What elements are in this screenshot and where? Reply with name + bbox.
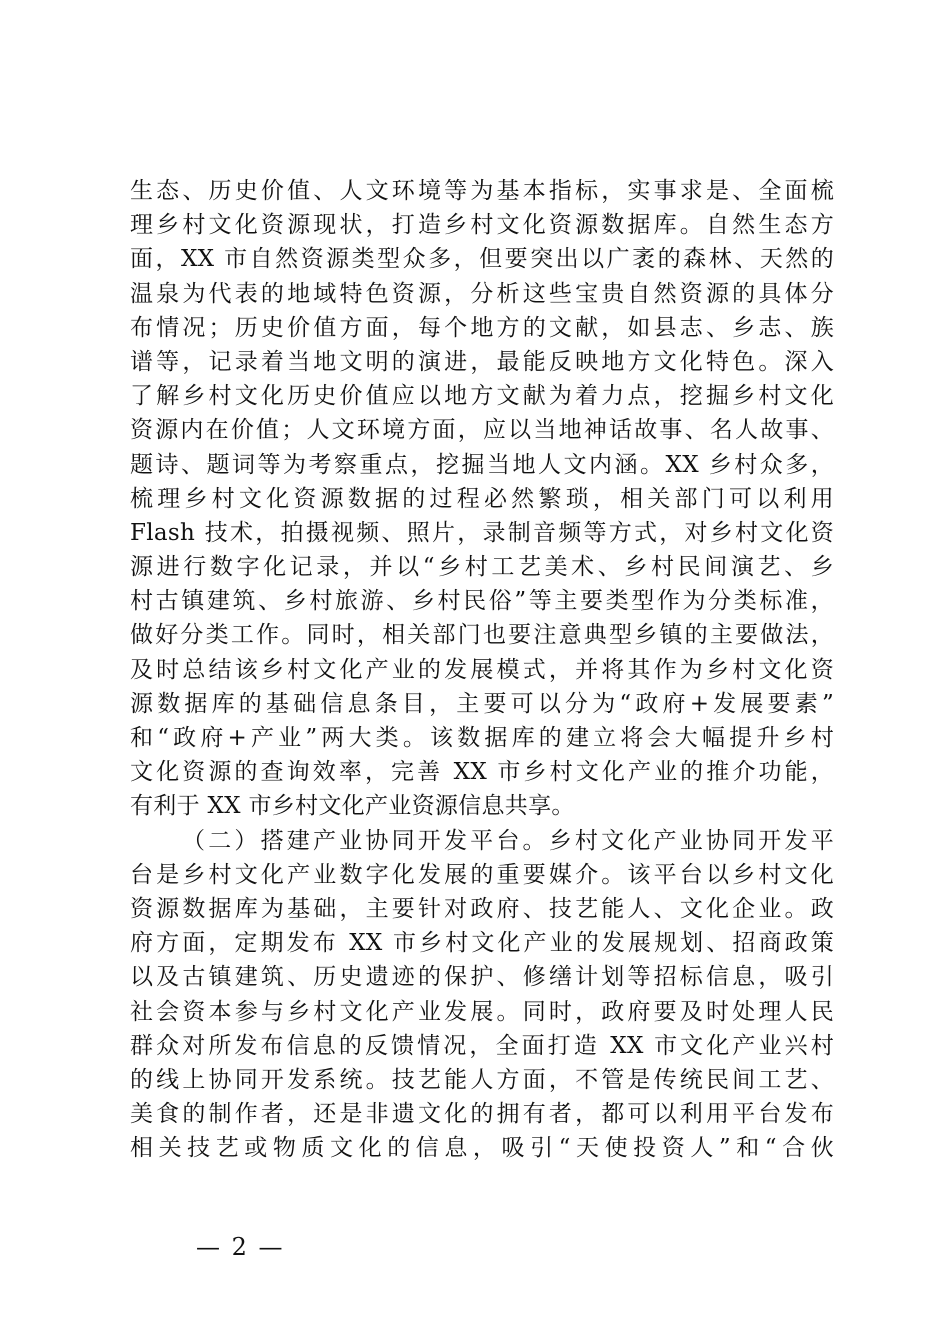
section-heading-line: （二）搭建产业协同开发平台。乡村文化产业协同开发平 [182,827,834,854]
body-text [130,174,834,1165]
text-line: 题诗、题词等为考察重点，挖掘当地人文内涵。XX 乡村众多， [130,451,834,478]
text-line: 生态、历史价值、人文环境等为基本指标，实事求是、全面梳 [130,178,834,204]
text-line: 文化资源的查询效率，完善 XX 市乡村文化产业的推介功能， [130,759,834,786]
text-line: 资源数据库为基础，主要针对政府、技艺能人、文化企业。政 [130,895,834,922]
text-line: 理乡村文化资源现状，打造乡村文化资源数据库。自然生态方 [130,212,834,239]
text-line: 了解乡村文化历史价值应以地方文献为着力点，挖掘乡村文化 [130,383,834,410]
text-line: 村古镇建筑、乡村旅游、乡村民俗”等主要类型作为分类标准， [130,588,834,615]
text-line: 台是乡村文化产业数字化发展的重要媒介。该平台以乡村文化 [130,861,834,888]
text-line: 布情况；历史价值方面，每个地方的文献，如县志、乡志、族 [130,314,834,341]
text-line: 面，XX 市自然资源类型众多，但要突出以广袤的森林、天然的 [130,246,834,273]
text-line: 的线上协同开发系统。技艺能人方面，不管是传统民间工艺、 [130,1066,834,1093]
text-line: 府方面，定期发布 XX 市乡村文化产业的发展规划、招商政策 [130,930,834,957]
text-line: 群众对所发布信息的反馈情况，全面打造 XX 市文化产业兴村 [130,1032,834,1059]
text-line: 及时总结该乡村文化产业的发展模式，并将其作为乡村文化资 [130,656,834,683]
text-line: 和“政府+产业”两大类。该数据库的建立将会大幅提升乡村 [130,725,834,751]
text-line: 美食的制作者，还是非遗文化的拥有者，都可以利用平台发布 [130,1101,834,1128]
text-line: 源进行数字化记录，并以“乡村工艺美术、乡村民间演艺、乡 [130,554,834,581]
text-line: 做好分类工作。同时，相关部门也要注意典型乡镇的主要做法， [130,622,834,649]
text-line: 相关技艺或物质文化的信息，吸引“天使投资人”和“合伙 [130,1135,834,1162]
text-line: 温泉为代表的地域特色资源，分析这些宝贵自然资源的具体分 [130,280,834,307]
text-line: Flash 技术，拍摄视频、照片，录制音频等方式，对乡村文化资 [130,519,834,546]
text-line: 以及古镇建筑、历史遗迹的保护、修缮计划等招标信息，吸引 [130,964,834,991]
text-line: 资源内在价值；人文环境方面，应以当地神话故事、名人故事、 [130,417,834,444]
text-line: 谱等，记录着当地文明的演进，最能反映地方文化特色。深入 [130,348,834,375]
page-number: — 2 — [196,1233,285,1261]
text-line: 社会资本参与乡村文化产业发展。同时，政府要及时处理人民 [130,998,834,1025]
text-line: 梳理乡村文化资源数据的过程必然繁琐，相关部门可以利用 [130,485,834,512]
text-line: 源数据库的基础信息条目，主要可以分为“政府+发展要素” [130,690,834,717]
text-line: 有利于 XX 市乡村文化产业资源信息共享。 [130,793,575,820]
